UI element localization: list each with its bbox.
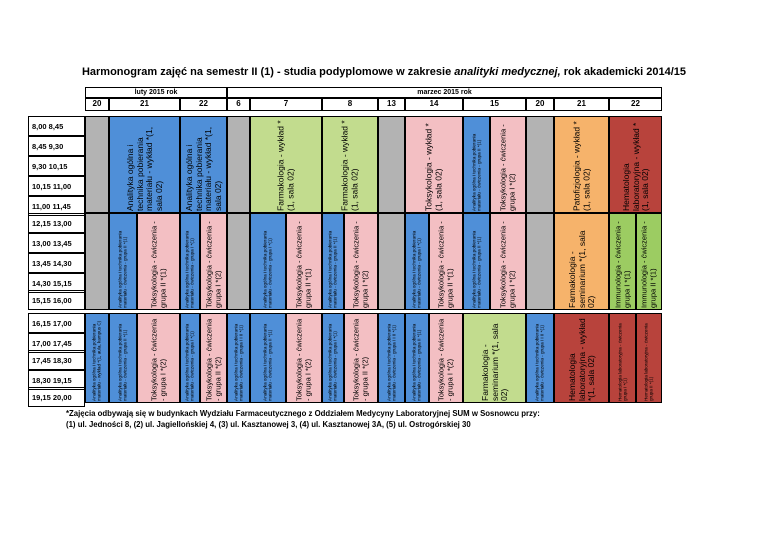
footnote-line: *Zajęcia odbywają się w budynkach Wydziału Farmaceutycznego z Oddziałem Medycyny Laboratoryjnej SUM w Sosnowcu przy:: [66, 409, 540, 418]
lecture-block: [405, 116, 463, 213]
day-header: 14: [405, 98, 463, 111]
lecture-label: Farmakologia - wykład *(1, sala 02): [339, 119, 359, 211]
lecture-block: [554, 116, 609, 213]
lecture-label: Analityka ogólna i technika pobierania materiału - wykład *(1, sala 02): [124, 126, 163, 211]
page-title: Harmonogram zajęć na semestr II (1) - studia podyplomowe w zakresie analityki medycznej, rok akademicki 2014/15: [81, 66, 687, 78]
empty-slot: [227, 213, 250, 310]
day-header: 6: [227, 98, 250, 111]
exercise-label: Analityka ogólna i technika pobierania materiału - ćwiczenia - grupa II *(1): [411, 323, 422, 401]
footnote: [66, 408, 540, 430]
lecture-label: Analityka ogólna i technika pobierania materiału - wykład *(1, sala 02): [183, 126, 222, 211]
exercise-label: Analityka ogólna i technika pobierania materiału - ćwiczenia - grupa I *(1): [411, 230, 422, 308]
lecture-label: Analityka ogólna i technika pobierania materiału - wykład *(1, aula, kampus C): [91, 320, 102, 401]
exercise-block: [344, 313, 378, 403]
day-header: 20: [85, 98, 109, 111]
footnote-line: (1) ul. Jedności 8, (2) ul. Jagiellońskiej 4, (3) ul. Kasztanowej 3, (4) ul. Kasztanowej 3A, (5) ul. Ostrogórskiej 30: [66, 420, 471, 429]
day-header: 22: [180, 98, 227, 111]
day-header: 8: [322, 98, 378, 111]
time-slot: 15,15 16,00: [28, 290, 85, 310]
month-feb: luty 2015 rok: [85, 87, 227, 98]
time-slot: 13,45 14,30: [28, 253, 85, 273]
exercise-block: [463, 116, 490, 213]
time-slot: 9,30 10,15: [28, 156, 85, 176]
exercise-block: [378, 313, 405, 403]
time-slot: 14,30 15,15: [28, 273, 85, 293]
time-slot: 17,45 18,30: [28, 350, 85, 370]
exercise-block: [250, 213, 286, 310]
day-header: 15: [463, 98, 526, 111]
exercise-block: [180, 313, 200, 403]
day-header: 21: [109, 98, 180, 111]
day-header: 21: [554, 98, 609, 111]
exercise-block: [526, 313, 554, 403]
time-slot: 13,00 13,45: [28, 233, 85, 253]
exercise-label: Toksykologia - ćwiczenia - grupa II *(1): [436, 220, 454, 308]
exercise-block: [490, 213, 526, 310]
empty-slot: [526, 116, 554, 213]
lecture-label: Farmakologia - wykład *(1, sala 02): [275, 119, 295, 211]
lecture-block: [609, 116, 662, 213]
lecture-block: [109, 116, 180, 213]
exercise-label: Toksykologia - ćwiczenia - grupa I *(2): [436, 318, 454, 401]
empty-slot: [378, 213, 405, 310]
lecture-label: Toksykologia - wykład *(1, sala 02): [423, 122, 443, 211]
lecture-label: Hematologia laboratoryjna - wykład *(1, sala 02): [620, 122, 650, 211]
exercise-label: Analityka ogólna i technika pobierania materiału - ćwiczenia - grupa I i II *(1): [233, 323, 244, 401]
seminar-label: Farmakologia - seminarium *(1, sala 02): [479, 323, 509, 401]
exercise-block: [490, 116, 526, 213]
exercise-block: [429, 313, 463, 403]
exercise-label: Analityka ogólna i technika pobierania materiału - ćwiczenia - grupa II *(1): [471, 133, 482, 211]
exercise-label: Toksykologia - ćwiczenia - grupa II *(2): [204, 318, 222, 401]
exercise-label: Analityka ogólna i technika pobierania materiału - ćwiczenia - grupa II *(1): [117, 230, 128, 308]
exercise-block: [322, 213, 344, 310]
month-mar: marzec 2015 rok: [227, 87, 662, 98]
exercise-label: Hematologia laboratoryjna - ćwiczenia grupa II *(1): [643, 323, 654, 401]
time-slot: 16,15 17,00: [28, 313, 85, 333]
exercise-label: Toksykologia - ćwiczenia - grupa I *(2): [294, 318, 312, 401]
exercise-label: Toksykologia - ćwiczenia - grupa I *(2): [498, 123, 516, 211]
exercise-label: Toksykologia - ćwiczenia - grupa I *(2): [204, 220, 222, 308]
lecture-label: Patofizjologia - wykład *(1, sala 02): [571, 120, 591, 211]
exercise-block: [137, 213, 180, 310]
exercise-block: [636, 313, 662, 403]
lecture-block: [554, 313, 609, 403]
exercise-label: Analityka ogólna i technika pobierania materiału - ćwiczenia - grupa I *(1): [184, 323, 195, 401]
time-slot: 8,00 8,45: [28, 116, 85, 136]
seminar-block: [463, 313, 526, 403]
seminar-label: Farmakologia - seminarium *(1, sala 02): [566, 230, 596, 308]
exercise-label: Toksykologia - ćwiczenia - grupa I *(2): [149, 318, 167, 401]
exercise-label: Analityka ogólna i technika pobierania materiału - ćwiczenia - grupa I *(1): [184, 230, 195, 308]
exercise-block: [200, 213, 227, 310]
exercise-block: [344, 213, 378, 310]
time-slot: 12,15 13,00: [28, 213, 85, 233]
lecture-block: [250, 116, 322, 213]
seminar-block: [554, 213, 609, 310]
exercise-block: [286, 313, 322, 403]
time-slot: 19,15 20,00: [28, 387, 85, 407]
lecture-block: [180, 116, 227, 213]
exercise-label: Analityka ogólna i technika pobierania materiału - ćwiczenia - grupa I *(1): [262, 230, 273, 308]
exercise-block: [109, 313, 137, 403]
day-header: 22: [609, 98, 662, 111]
exercise-block: [227, 313, 250, 403]
empty-slot: [85, 116, 109, 213]
day-header: 13: [378, 98, 405, 111]
exercise-block: [405, 213, 429, 310]
exercise-block: [200, 313, 227, 403]
time-slot: 8,45 9,30: [28, 136, 85, 156]
empty-slot: [227, 116, 250, 213]
exercise-label: Immunologia - ćwiczenia - grupa II *(1): [639, 220, 657, 308]
time-slot: 17,00 17,45: [28, 333, 85, 353]
exercise-label: Hematologia laboratoryjna - ćwiczenia grupa I *(1): [617, 323, 628, 401]
exercise-block: [636, 213, 662, 310]
lecture-block: [322, 116, 378, 213]
day-header: 20: [526, 98, 554, 111]
time-slot: 10,15 11,00: [28, 176, 85, 196]
empty-slot: [526, 213, 554, 310]
exercise-label: Analityka ogólna i technika pobierania materiału - ćwiczenia - grupa II *(1): [471, 230, 482, 308]
exercise-label: Analityka ogólna i technika pobierania materiału - ćwiczenia - grupa II *(1): [262, 323, 273, 401]
exercise-label: Toksykologia - ćwiczenia - grupa I *(2): [351, 220, 369, 308]
day-header: 7: [250, 98, 322, 111]
exercise-block: [463, 213, 490, 310]
exercise-label: Analityka ogólna i technika pobierania materiału - ćwiczenia - grupa I i II *(1): [386, 323, 397, 401]
exercise-block: [609, 213, 636, 310]
exercise-label: Analityka ogólna i technika pobierania materiału - ćwiczenia - grupa I *(1): [327, 323, 338, 401]
exercise-label: Toksykologia - ćwiczenia - grupa II *(1): [149, 220, 167, 308]
exercise-label: Immunologia - ćwiczenia - grupa I *(1): [613, 220, 631, 308]
exercise-label: Toksykologia - ćwiczenia - grupa II *(1): [294, 220, 312, 308]
lecture-label: Hematologia laboratoryjna - wykład *(1, sala 02): [566, 318, 596, 401]
exercise-block: [109, 213, 137, 310]
empty-slot: [85, 213, 109, 310]
exercise-label: Analityka ogólna i technika pobierania materiału - ćwiczenia - grupa II *(1): [327, 230, 338, 308]
lecture-block: [85, 313, 109, 403]
exercise-label: Analityka ogólna i technika pobierania materiału - ćwiczenia - grupa I i II *(1): [534, 323, 545, 401]
empty-slot: [378, 116, 405, 213]
time-slot: 11,00 11,45: [28, 196, 85, 216]
time-slot: 18,30 19,15: [28, 370, 85, 390]
exercise-block: [405, 313, 429, 403]
exercise-block: [609, 313, 636, 403]
exercise-block: [137, 313, 180, 403]
exercise-block: [180, 213, 200, 310]
exercise-block: [322, 313, 344, 403]
exercise-block: [429, 213, 463, 310]
exercise-label: Toksykologia - ćwiczenia - grupa II *(2): [351, 318, 369, 401]
exercise-label: Analityka ogólna i technika pobierania materiału - ćwiczenia - grupa II *(1): [117, 323, 128, 401]
exercise-block: [250, 313, 286, 403]
exercise-label: Toksykologia - ćwiczenia - grupa I *(2): [498, 220, 516, 308]
exercise-block: [286, 213, 322, 310]
